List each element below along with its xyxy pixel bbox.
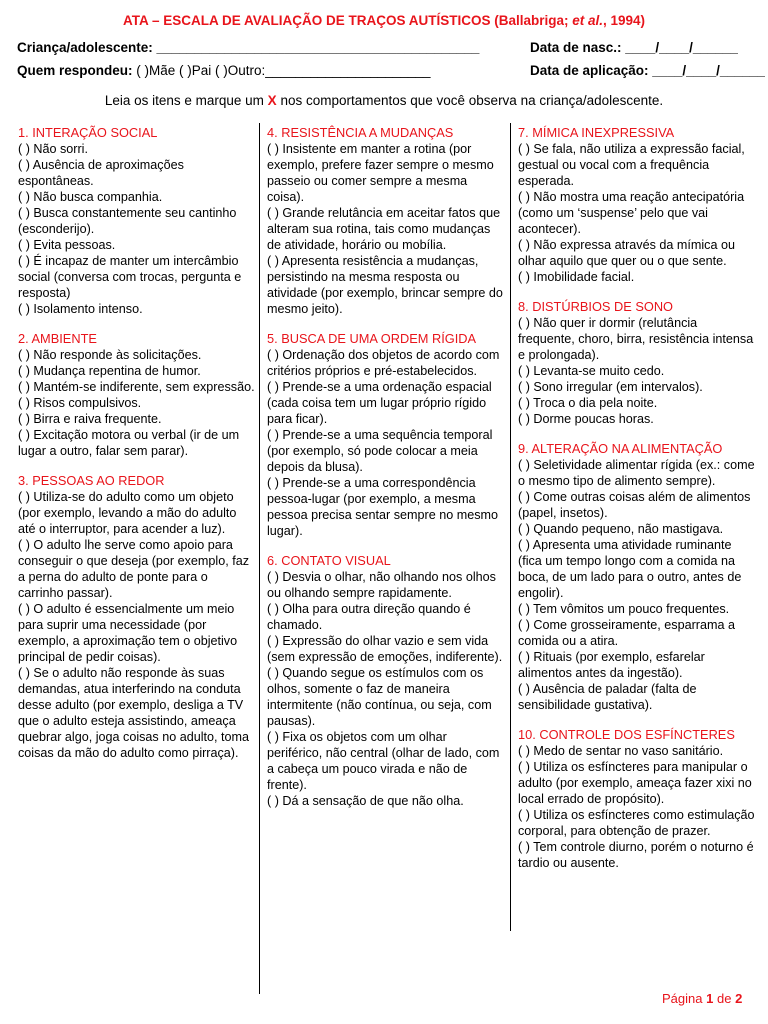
- checklist-item[interactable]: ( ) Ausência de paladar (falta de sensibilidade gustativa).: [518, 682, 697, 712]
- checklist-item[interactable]: ( ) Excitação motora ou verbal (ir de um lugar a outro, falar sem parar).: [18, 428, 240, 458]
- document-title: ATA – ESCALA DE AVALIAÇÃO DE TRAÇOS AUTÍSTICOS (Ballabriga; et al., 1994): [122, 13, 646, 28]
- checklist-item[interactable]: ( ) Medo de sentar no vaso sanitário.: [518, 744, 724, 758]
- checklist-item[interactable]: ( ) Prende-se a uma correspondência pessoa-lugar (por exemplo, a mesma pessoa precisa sentar sempre no mesmo lugar).: [267, 476, 498, 538]
- column-divider: [259, 123, 260, 994]
- checklist-item[interactable]: ( ) Prende-se a uma ordenação espacial (cada coisa tem um lugar próprio rígido para ficar).: [267, 380, 492, 426]
- checklist-item[interactable]: ( ) Busca constantemente seu cantinho (esconderijo).: [18, 206, 237, 236]
- page-number: Página 1 de 2: [662, 991, 743, 1006]
- checklist-item[interactable]: ( ) Quando pequeno, não mastigava.: [518, 522, 724, 536]
- checklist-item[interactable]: ( ) Não sorri.: [18, 142, 88, 156]
- section-title: 4. RESISTÊNCIA A MUDANÇAS: [267, 125, 454, 140]
- checklist-item[interactable]: ( ) Fixa os objetos com um olhar periférico, não central (olhar de lado, com a cabeça um pouco virada e não de frente).: [267, 730, 500, 792]
- checklist-item[interactable]: ( ) Grande relutância em aceitar fatos que alteram sua rotina, tais como mudanças de atividade, horário ou mobília.: [267, 206, 501, 252]
- section-sleep-disorders: [518, 299, 756, 427]
- checklist-item[interactable]: ( ) Risos compulsivos.: [18, 396, 142, 410]
- checklist-item[interactable]: ( ) Rituais (por exemplo, esfarelar alimentos antes da ingestão).: [518, 650, 705, 680]
- checklist-item[interactable]: ( ) Se o adulto não responde às suas demandas, atua interferindo na conduta desse adulto (por exemplo, desliga a TV que o adulto esteja assistindo, ameaça quebrar algo, joga coisas no adulto, toma coisas da mão do adulto como pirraça).: [18, 666, 250, 760]
- checklist-item[interactable]: ( ) Come grosseiramente, esparrama a comida ou a atira.: [518, 618, 735, 648]
- section-title: 5. BUSCA DE UMA ORDEM RÍGIDA: [267, 331, 477, 346]
- checklist-item[interactable]: ( ) Tem controle diurno, porém o noturno é tardio ou ausente.: [518, 840, 754, 870]
- checklist-item[interactable]: ( ) Seletividade alimentar rígida (ex.: come o mesmo tipo de alimento sempre).: [518, 458, 755, 488]
- column-left: [18, 125, 256, 775]
- checklist-item[interactable]: ( ) Utiliza os esfíncteres como estimulação corporal, para obtenção de prazer.: [518, 808, 755, 838]
- section-feeding-changes: [518, 441, 756, 713]
- checklist-item[interactable]: ( ) Ausência de aproximações espontâneas.: [18, 158, 184, 188]
- checklist-item[interactable]: ( ) Imobilidade facial.: [518, 270, 635, 284]
- respondent-label: Quem respondeu:: [17, 63, 133, 78]
- section-resistance-to-change: [267, 125, 505, 317]
- section-title: 1. INTERAÇÃO SOCIAL: [18, 125, 158, 140]
- checklist-item[interactable]: ( ) Desvia o olhar, não olhando nos olhos ou olhando sempre rapidamente.: [267, 570, 496, 600]
- section-people-around: [18, 473, 256, 761]
- checklist-item[interactable]: ( ) É incapaz de manter um intercâmbio social (conversa com trocas, pergunta e resposta): [18, 254, 242, 300]
- section-sphincter-control: [518, 727, 756, 871]
- checklist-item[interactable]: ( ) Levanta-se muito cedo.: [518, 364, 665, 378]
- section-title: 8. DISTÚRBIOS DE SONO: [518, 299, 674, 314]
- column-divider: [510, 123, 511, 931]
- section-title: 7. MÍMICA INEXPRESSIVA: [518, 125, 675, 140]
- checklist-item[interactable]: ( ) Birra e raiva frequente.: [18, 412, 162, 426]
- checklist-item[interactable]: ( ) Quando segue os estímulos com os olhos, somente o faz de maneira intermitente (não contínua, ou seja, com pausas).: [267, 666, 492, 728]
- checklist-item[interactable]: ( ) Insistente em manter a rotina (por exemplo, prefere fazer sempre o mesmo passeio ou comer sempre a mesma coisa).: [267, 142, 494, 204]
- checklist-item[interactable]: ( ) Prende-se a uma sequência temporal (por exemplo, só pode colocar a meia depois da blusa).: [267, 428, 493, 474]
- checklist-item[interactable]: ( ) Isolamento intenso.: [18, 302, 143, 316]
- checklist-item[interactable]: ( ) Não responde às solicitações.: [18, 348, 202, 362]
- section-rigid-order: [267, 331, 505, 539]
- column-right: [518, 125, 756, 885]
- checklist-item[interactable]: ( ) Mudança repentina de humor.: [18, 364, 201, 378]
- checklist-item[interactable]: ( ) Evita pessoas.: [18, 238, 116, 252]
- checklist-item[interactable]: ( ) Utiliza-se do adulto como um objeto (por exemplo, levando a mão do adulto até o interruptor, para acender a luz).: [18, 490, 237, 536]
- checklist-item[interactable]: ( ) Não expressa através da mímica ou olhar aquilo que quer ou o que sente.: [518, 238, 735, 268]
- checklist-item[interactable]: ( ) Não busca companhia.: [18, 190, 163, 204]
- checklist-item[interactable]: ( ) Apresenta resistência a mudanças, persistindo na mesma resposta ou atividade (por exemplo, brincar sempre do mesmo jeito).: [267, 254, 503, 316]
- checklist-item[interactable]: ( ) Dá a sensação de que não olha.: [267, 794, 464, 808]
- checklist-item[interactable]: ( ) O adulto é essencialmente um meio para suprir uma necessidade (por exemplo, a aproximação tem o objetivo principal de pedir coisas).: [18, 602, 238, 664]
- respondent-row: [17, 63, 765, 78]
- child-field[interactable]: Criança/adolescente: ___________________________________________: [17, 40, 480, 55]
- section-social-interaction: [18, 125, 256, 317]
- checklist-item[interactable]: ( ) O adulto lhe serve como apoio para conseguir o que deseja (por exemplo, faz a perna do adulto de ponte para o carrinho passar).: [18, 538, 250, 600]
- application-date-field[interactable]: Data de aplicação: ____/____/______: [530, 63, 765, 78]
- section-title: 6. CONTATO VISUAL: [267, 553, 391, 568]
- section-visual-contact: [267, 553, 505, 809]
- child-row: [17, 40, 752, 55]
- birth-date-field[interactable]: Data de nasc.: ____/____/______: [530, 40, 738, 55]
- checklist-item[interactable]: ( ) Se fala, não utiliza a expressão facial, gestual ou vocal com a frequência esperada.: [518, 142, 745, 188]
- section-title: 3. PESSOAS AO REDOR: [18, 473, 165, 488]
- checklist-item[interactable]: ( ) Sono irregular (em intervalos).: [518, 380, 703, 394]
- respondent-options[interactable]: ( )Mãe ( )Pai ( )Outro:______________________: [136, 63, 431, 78]
- checklist-item[interactable]: ( ) Dorme poucas horas.: [518, 412, 654, 426]
- checklist-item[interactable]: ( ) Come outras coisas além de alimentos (papel, insetos).: [518, 490, 751, 520]
- checklist-item[interactable]: ( ) Expressão do olhar vazio e sem vida (sem expressão de emoções, indiferente).: [267, 634, 503, 664]
- section-title: 2. AMBIENTE: [18, 331, 97, 346]
- checklist-item[interactable]: ( ) Utiliza os esfíncteres para manipular o adulto (por exemplo, ameaça fazer xixi no local errado de propósito).: [518, 760, 752, 806]
- checklist-item[interactable]: ( ) Tem vômitos um pouco frequentes.: [518, 602, 730, 616]
- instruction: Leia os itens e marque um X nos comportamentos que você observa na criança/adolescente.: [104, 93, 664, 108]
- column-middle: [267, 125, 505, 823]
- checklist-item[interactable]: ( ) Mantém-se indiferente, sem expressão.: [18, 380, 255, 394]
- checklist-item[interactable]: ( ) Troca o dia pela noite.: [518, 396, 658, 410]
- checklist-item[interactable]: ( ) Apresenta uma atividade ruminante (fica um tempo longo com a comida na boca, de um lado para o outro, antes de engolir).: [518, 538, 742, 600]
- section-environment: [18, 331, 256, 459]
- checklist-item[interactable]: ( ) Não quer ir dormir (relutância frequente, choro, birra, resistência intensa e prolongada).: [518, 316, 754, 362]
- checklist-item[interactable]: ( ) Ordenação dos objetos de acordo com critérios próprios e pré-estabelecidos.: [267, 348, 500, 378]
- section-title: 10. CONTROLE DOS ESFÍNCTERES: [518, 727, 735, 742]
- checklist-item[interactable]: ( ) Olha para outra direção quando é chamado.: [267, 602, 471, 632]
- section-inexpressive-mimicry: [518, 125, 756, 285]
- section-title: 9. ALTERAÇÃO NA ALIMENTAÇÃO: [518, 441, 723, 456]
- checklist-item[interactable]: ( ) Não mostra uma reação antecipatória (como um ‘suspense’ pelo que vai acontecer).: [518, 190, 745, 236]
